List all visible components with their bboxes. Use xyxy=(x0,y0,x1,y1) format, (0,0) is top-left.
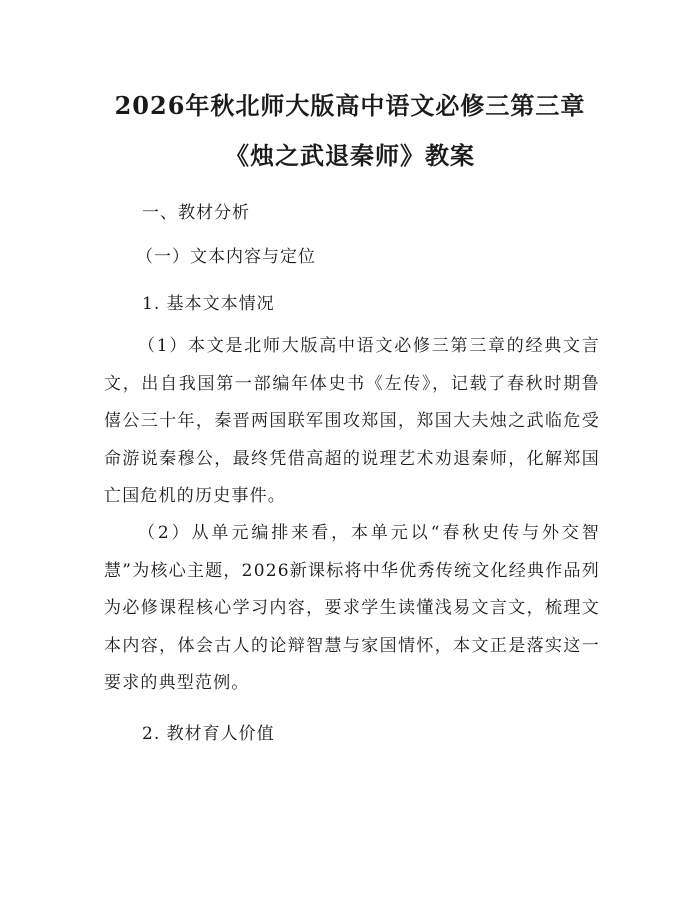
paragraph-text-intro: （1）本文是北师大版高中语文必修三第三章的经典文言文，出自我国第一部编年体史书《左传》，记载了春秋时期鲁僖公三十年，秦晋两国联军围攻郑国，郑国大夫烛之武临危受命游说秦穆公，最终凭借高超的说理艺术劝退秦师，化解郑国亡国危机的历史事件。 xyxy=(104,336,600,507)
paragraph-unit-arrangement: （2）从单元编排来看，本单元以“春秋史传与外交智慧”为核心主题，2026新课标将中华优秀传统文化经典作品列为必修课程核心学习内容，要求学生读懂浅易文言文，梳理文本内容，体会古人的论辩智慧与家国情怀，本文正是落实这一要求的典型范例。 xyxy=(104,523,600,694)
section-heading-materials-analysis: 一、教材分析 xyxy=(142,203,250,223)
item-heading-educational-value: 2. 教材育人价值 xyxy=(142,724,275,744)
item-heading-basic-text: 1. 基本文本情况 xyxy=(142,294,275,314)
document-title-line2: 《烛之武退秦师》教案 xyxy=(225,141,475,170)
subsection-heading-content-positioning: （一）文本内容与定位 xyxy=(136,247,316,267)
document-title-line1: 2026年秋北师大版高中语文必修三第三章 xyxy=(114,91,586,120)
